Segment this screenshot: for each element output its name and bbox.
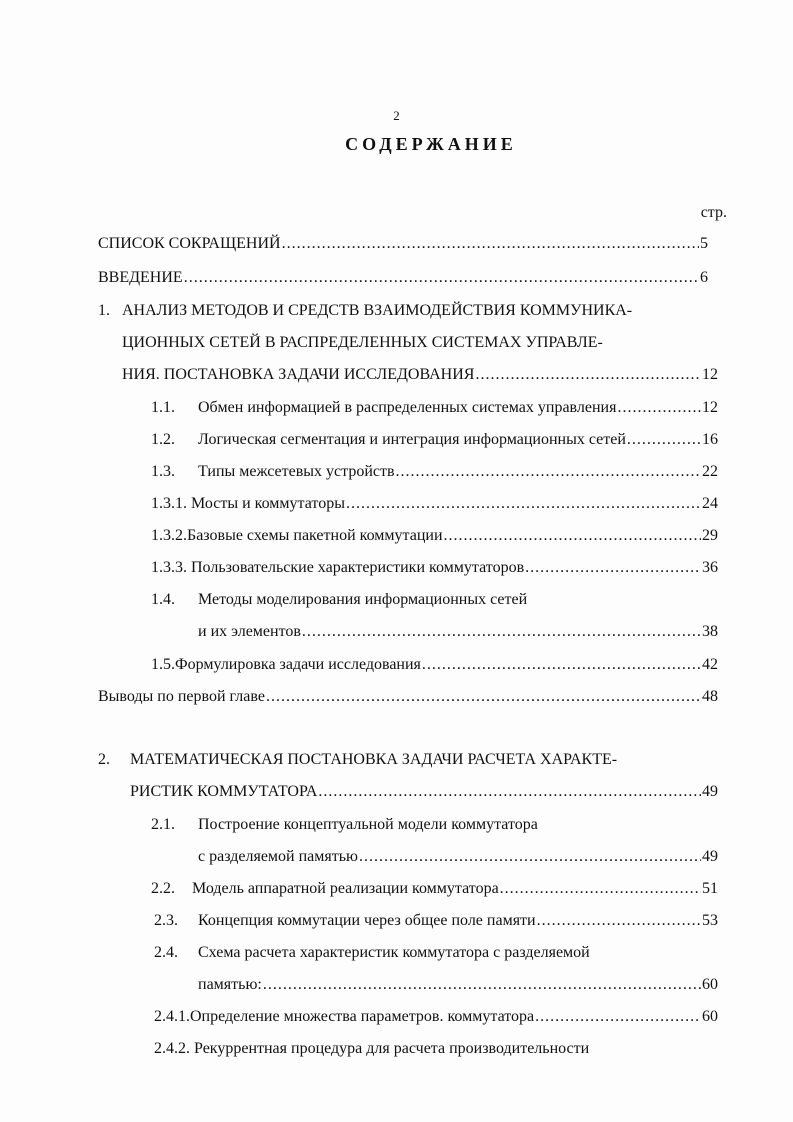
leader-dots — [302, 622, 701, 642]
leader-dots — [359, 847, 701, 867]
toc-entry-page: 5 — [700, 235, 708, 252]
page-number: 2 — [393, 108, 400, 123]
toc-entry-1-4-line-1[interactable]: Методы моделирования информационных сетей — [198, 591, 528, 608]
toc-entry-page: 36 — [702, 559, 718, 576]
toc-entry-page: 6 — [700, 269, 708, 286]
toc-entry-text: с разделяемой памятью — [198, 848, 358, 865]
leader-dots — [535, 1007, 701, 1027]
chapter-1-number: 1. — [98, 302, 110, 319]
chapter-1-title-line-3: НИЯ. ПОСТАНОВКА ЗАДАЧИ ИССЛЕДОВАНИЯ — [122, 366, 475, 383]
section-number: 2.2. — [151, 880, 175, 897]
toc-entry-chapter-1[interactable] — [122, 365, 718, 385]
toc-entry-page: 16 — [702, 431, 718, 448]
toc-entry-2-3[interactable] — [198, 911, 718, 931]
toc-entry-2-4-line-1[interactable]: Схема расчета характеристик коммутатора с разделяемой — [198, 944, 590, 961]
leader-dots — [346, 494, 701, 514]
leader-dots — [617, 398, 701, 418]
toc-entry-1-3-2[interactable] — [151, 526, 718, 546]
leader-dots — [396, 462, 701, 482]
toc-entry-text: Концепция коммутации через общее поле памяти — [198, 912, 536, 929]
toc-entry-text: СПИСОК СОКРАЩЕНИЙ — [98, 235, 281, 252]
leader-dots — [318, 782, 701, 802]
toc-entry-1-4[interactable] — [198, 622, 718, 642]
section-number: 2.4. — [154, 944, 178, 961]
toc-entry-page: 42 — [702, 656, 718, 673]
toc-entry-text: Обмен информацией в распределенных системах управления — [198, 399, 617, 416]
toc-entry-2-4-2[interactable]: 2.4.2. Рекуррентная процедура для расчета производительности — [154, 1040, 590, 1057]
toc-entry-text: памятью: — [198, 976, 262, 993]
toc-entry-text: Модель аппаратной реализации коммутатора — [192, 880, 499, 897]
leader-dots — [537, 911, 701, 931]
toc-entry-text: и их элементов — [198, 623, 301, 640]
toc-entry-text: 1.3.2.Базовые схемы пакетной коммутации — [151, 527, 443, 544]
leader-dots — [422, 655, 701, 675]
toc-entry-page: 49 — [702, 783, 718, 800]
chapter-1-title-line-2[interactable]: ЦИОННЫХ СЕТЕЙ В РАСПРЕДЕЛЕННЫХ СИСТЕМАХ УПРАВЛЕ- — [122, 334, 603, 351]
chapter-2-title-line-2: РИСТИК КОММУТАТОРА — [130, 783, 318, 800]
leader-dots — [444, 526, 701, 546]
toc-entry-1-3-3[interactable] — [151, 558, 718, 578]
toc-entry-abbreviations[interactable] — [98, 234, 708, 254]
toc-entry-text: 1.3.3. Пользовательские характеристики коммутаторов — [151, 559, 525, 576]
leader-dots — [475, 365, 701, 385]
toc-entry-1-1[interactable] — [198, 398, 718, 418]
page-title: СОДЕРЖАНИЕ — [345, 134, 517, 154]
toc-entry-text: Выводы по первой главе — [98, 688, 265, 705]
toc-entry-text: ВВЕДЕНИЕ — [98, 269, 183, 286]
toc-entry-page: 51 — [702, 880, 718, 897]
toc-entry-1-5[interactable] — [151, 655, 718, 675]
toc-entry-page: 24 — [702, 495, 718, 512]
section-number: 1.4. — [151, 591, 175, 608]
toc-entry-page: 22 — [702, 463, 718, 480]
leader-dots — [627, 430, 701, 450]
leader-dots — [282, 234, 699, 254]
toc-entry-introduction[interactable] — [98, 268, 708, 288]
chapter-2-number: 2. — [98, 751, 110, 768]
chapter-2-title-line-1[interactable]: МАТЕМАТИЧЕСКАЯ ПОСТАНОВКА ЗАДАЧИ РАСЧЕТА ХАРАКТЕ- — [130, 751, 618, 768]
toc-entry-text: 1.5.Формулировка задачи исследования — [151, 656, 421, 673]
toc-entry-page: 48 — [702, 688, 718, 705]
leader-dots — [500, 879, 701, 899]
toc-entry-2-4-1[interactable] — [154, 1007, 718, 1027]
section-number: 2.1. — [151, 816, 175, 833]
toc-entry-1-3-1[interactable] — [151, 494, 718, 514]
section-number: 2.3. — [154, 912, 178, 929]
toc-entry-1-2[interactable] — [198, 430, 718, 450]
toc-entry-conclusions-1[interactable] — [98, 687, 718, 707]
toc-entry-page: 38 — [702, 623, 718, 640]
toc-entry-2-1-line-1[interactable]: Построение концептуальной модели коммутатора — [198, 816, 538, 833]
toc-entry-2-2[interactable] — [192, 879, 718, 899]
section-number: 1.2. — [151, 431, 175, 448]
toc-entry-page: 60 — [702, 1008, 718, 1025]
toc-entry-text: 1.3.1. Мосты и коммутаторы — [151, 495, 345, 512]
toc-entry-page: 12 — [702, 399, 718, 416]
toc-entry-page: 60 — [702, 976, 718, 993]
toc-entry-2-4[interactable] — [198, 975, 718, 995]
toc-entry-1-3[interactable] — [198, 462, 718, 482]
toc-entry-page: 49 — [702, 848, 718, 865]
toc-entry-page: 53 — [702, 912, 718, 929]
leader-dots — [184, 268, 699, 288]
toc-entry-page: 29 — [702, 527, 718, 544]
toc-entry-text: 2.4.1.Определение множества параметров. коммутатора — [154, 1008, 535, 1025]
toc-entry-text: Типы межсетевых устройств — [198, 463, 395, 480]
section-number: 1.3. — [151, 463, 175, 480]
page-column-label: стр. — [700, 204, 727, 221]
toc-entry-page: 12 — [702, 366, 718, 383]
toc-entry-2-1[interactable] — [198, 847, 718, 867]
leader-dots — [263, 975, 701, 995]
toc-entry-text: Логическая сегментация и интеграция информационных сетей — [198, 431, 626, 448]
section-number: 1.1. — [151, 399, 175, 416]
chapter-1-title-line-1[interactable]: АНАЛИЗ МЕТОДОВ И СРЕДСТВ ВЗАИМОДЕЙСТВИЯ КОММУНИКА- — [122, 302, 633, 319]
leader-dots — [266, 687, 701, 707]
leader-dots — [525, 558, 701, 578]
toc-entry-chapter-2[interactable] — [130, 782, 718, 802]
